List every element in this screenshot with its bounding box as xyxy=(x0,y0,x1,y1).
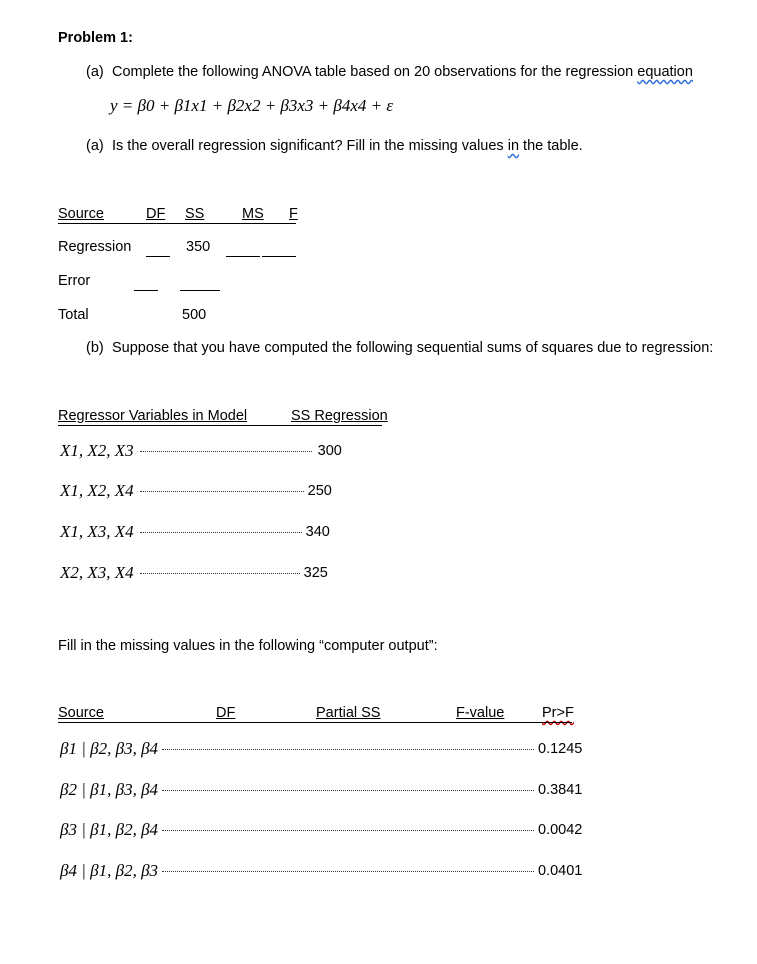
output-row-pvalue: 0.0042 xyxy=(538,822,583,838)
seq-row xyxy=(60,481,332,501)
anova-row-total-ss: 500 xyxy=(182,307,207,323)
output-row-pvalue: 0.1245 xyxy=(538,741,583,757)
output-row xyxy=(60,780,582,800)
part-a2-text-before: Is the overall regression significant? Fill in the missing values xyxy=(112,138,508,154)
leader-dots xyxy=(140,532,302,533)
anova-blank-error-df xyxy=(134,290,158,291)
anova-row-regression-ss: 350 xyxy=(186,239,211,255)
output-row xyxy=(60,861,582,881)
anova-blank-regression-df xyxy=(146,256,170,257)
anova-blank-error-ss xyxy=(180,290,220,291)
seq-row xyxy=(60,441,342,461)
output-row xyxy=(60,820,582,840)
anova-header-ss: SS xyxy=(185,206,205,222)
output-header-partial-ss: Partial SS xyxy=(316,705,381,721)
part-a2-text-after: the table. xyxy=(519,138,583,154)
seq-row-model: X1, X2, X3 xyxy=(60,441,134,460)
anova-row-regression-source: Regression xyxy=(58,239,132,255)
part-a2-label: (a) xyxy=(86,138,104,154)
anova-blank-regression-f xyxy=(262,256,296,257)
part-a1-text-before: Complete the following ANOVA table based on 20 observations for the regression xyxy=(112,64,638,80)
part-b-text: Suppose that you have computed the following sequential sums of squares due to regression: xyxy=(112,340,714,356)
seq-row-model: X2, X3, X4 xyxy=(60,563,134,582)
seq-row-ss: 340 xyxy=(305,524,330,540)
output-header-source: Source xyxy=(58,705,104,721)
seq-header-ss: SS Regression xyxy=(291,408,388,424)
anova-blank-regression-ms xyxy=(226,256,260,257)
output-row-source: β2 | β1, β3, β4 xyxy=(60,780,159,799)
leader-dots xyxy=(162,830,534,831)
anova-row-error-source: Error xyxy=(58,273,91,289)
seq-header-models: Regressor Variables in Model xyxy=(58,408,248,424)
seq-row-ss: 300 xyxy=(317,443,342,459)
leader-dots xyxy=(162,871,534,872)
part-a1-label: (a) xyxy=(86,64,104,80)
part-b-label: (b) xyxy=(86,340,104,356)
equation-text: y = β0 + β1x1 + β2x2 + β3x3 + β4x4 + ε xyxy=(110,96,394,115)
part-a1-text xyxy=(112,64,693,80)
output-header-df: DF xyxy=(216,705,236,721)
anova-row-total-source: Total xyxy=(58,307,89,323)
seq-row-ss: 250 xyxy=(307,483,332,499)
problem-title: Problem 1: xyxy=(58,30,133,46)
seq-row xyxy=(60,563,328,583)
anova-header-rule xyxy=(58,223,296,224)
output-header-fvalue: F-value xyxy=(456,705,505,721)
seq-row-model: X1, X2, X4 xyxy=(60,481,134,500)
seq-header-rule xyxy=(58,425,382,426)
regression-equation xyxy=(110,96,393,116)
leader-dots xyxy=(162,749,534,750)
output-row-source: β3 | β1, β2, β4 xyxy=(60,820,159,839)
anova-header-source: Source xyxy=(58,206,104,222)
part-a1-equation-word: equation xyxy=(637,64,693,80)
leader-dots xyxy=(140,451,312,452)
fill-instructions: Fill in the missing values in the following “computer output”: xyxy=(58,638,438,654)
output-row-pvalue: 0.3841 xyxy=(538,782,583,798)
output-header-pr: Pr>F xyxy=(542,705,574,721)
seq-row-model: X1, X3, X4 xyxy=(60,522,134,541)
part-a2-text xyxy=(112,138,583,154)
leader-dots xyxy=(162,790,534,791)
seq-row xyxy=(60,522,330,542)
output-row xyxy=(60,739,582,759)
anova-header-ms: MS xyxy=(242,206,264,222)
output-row-pvalue: 0.0401 xyxy=(538,863,583,879)
output-row-source: β1 | β2, β3, β4 xyxy=(60,739,159,758)
seq-row-ss: 325 xyxy=(303,565,328,581)
leader-dots xyxy=(140,573,300,574)
output-row-source: β4 | β1, β2, β3 xyxy=(60,861,159,880)
anova-header-df: DF xyxy=(146,206,166,222)
part-a2-in-word: in xyxy=(507,138,520,154)
output-header-rule xyxy=(58,722,572,723)
leader-dots xyxy=(140,491,304,492)
anova-header-f: F xyxy=(289,206,298,222)
